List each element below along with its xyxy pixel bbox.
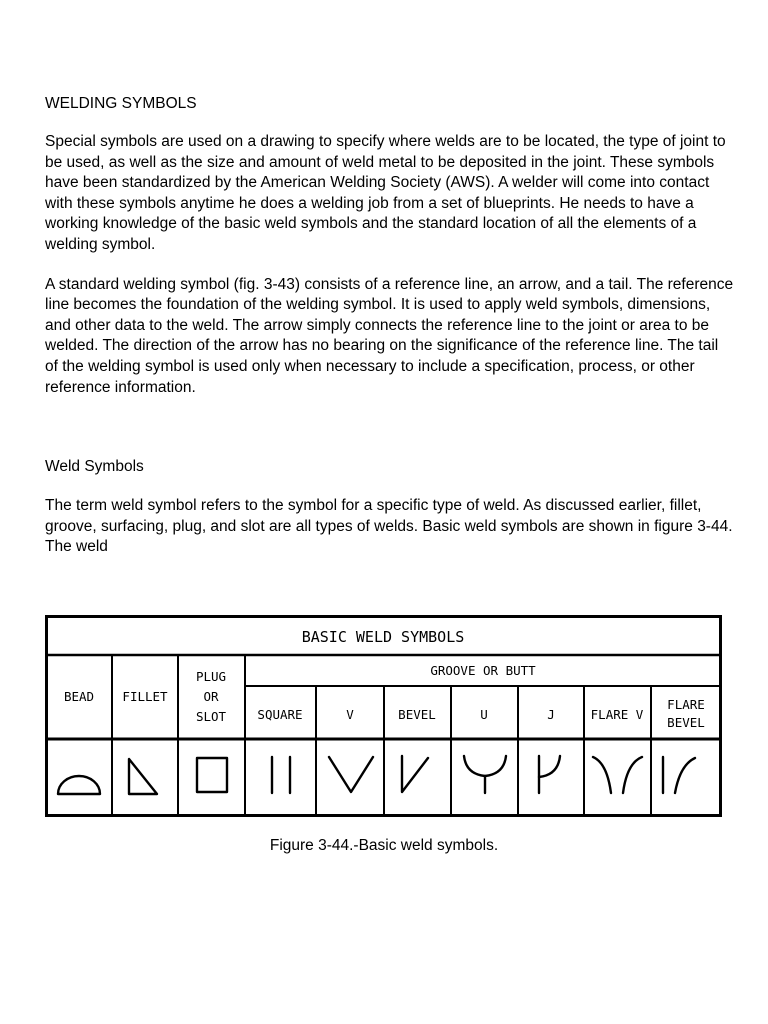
j-symbol-icon (539, 756, 560, 793)
column-header-j: J (547, 707, 555, 722)
paragraph-weld-symbols: The term weld symbol refers to the symbol for a specific type of weld. As discussed earlier, fillet, groove, surfacing, plug, and slot are all types of welds. Basic weld symbols are shown in figure 3-44. The weld (45, 497, 733, 556)
paragraph-intro: Special symbols are used on a drawing to specify where welds are to be located, the type of joint to be used, as well as the size and amount of weld metal to be deposited in the joint. These symbols have been standardized by the American Welding Society (AWS). A welder will come into contact with these symbols anytime he does a welding job from a set of blueprints. He needs to have a working knowledge of the basic weld symbols and the standard location of all the elements of a welding symbol. (45, 133, 726, 253)
column-header-u: U (480, 707, 488, 722)
v-symbol-icon (329, 757, 373, 792)
paragraph-standard-symbol: A standard welding symbol (fig. 3-43) consists of a reference line, an arrow, and a tail. The reference line becomes the foundation of the welding symbol. It is used to apply weld symbols, dimensions, and other data to the weld. The arrow simply connects the reference line to the joint or area to be welded. The direction of the arrow has no bearing on the significance of the reference line. The tail of the welding symbol is used only when necessary to include a specification, process, or other reference information. (45, 275, 734, 396)
bevel-symbol-icon (402, 756, 428, 792)
figure-caption: Figure 3-44.-Basic weld symbols. (269, 837, 499, 854)
fillet-symbol-icon (129, 759, 157, 794)
square-symbol-icon (272, 757, 290, 793)
column-header-flare-bevel-line2: BEVEL (667, 715, 705, 730)
u-symbol-icon (464, 756, 506, 793)
document-heading: WELDING SYMBOLS (45, 95, 197, 112)
document-body (45, 94, 735, 577)
column-header-v: V (346, 707, 354, 722)
column-header-plug-line2: OR (203, 689, 219, 704)
column-header-fillet: FILLET (122, 689, 168, 704)
weld-symbols-table (45, 615, 722, 817)
table-title: BASIC WELD SYMBOLS (301, 628, 465, 646)
group-header-groove: GROOVE OR BUTT (430, 663, 536, 678)
bead-symbol-icon (58, 776, 100, 794)
basic-weld-symbols-figure (45, 615, 722, 817)
column-header-flare-bevel-line1: FLARE (667, 697, 705, 712)
column-header-plug-line1: PLUG (195, 669, 227, 684)
flare-v-symbol-icon (593, 757, 642, 793)
column-header-square: SQUARE (257, 707, 303, 722)
column-header-bevel: BEVEL (398, 707, 436, 722)
section-heading-weld-symbols: Weld Symbols (45, 458, 144, 476)
column-header-plug-line3: SLOT (195, 709, 227, 724)
plug-slot-symbol-icon (197, 758, 227, 792)
column-header-bead: BEAD (63, 689, 95, 704)
column-header-flare-v: FLARE V (590, 707, 644, 722)
flare-bevel-symbol-icon (663, 757, 695, 793)
